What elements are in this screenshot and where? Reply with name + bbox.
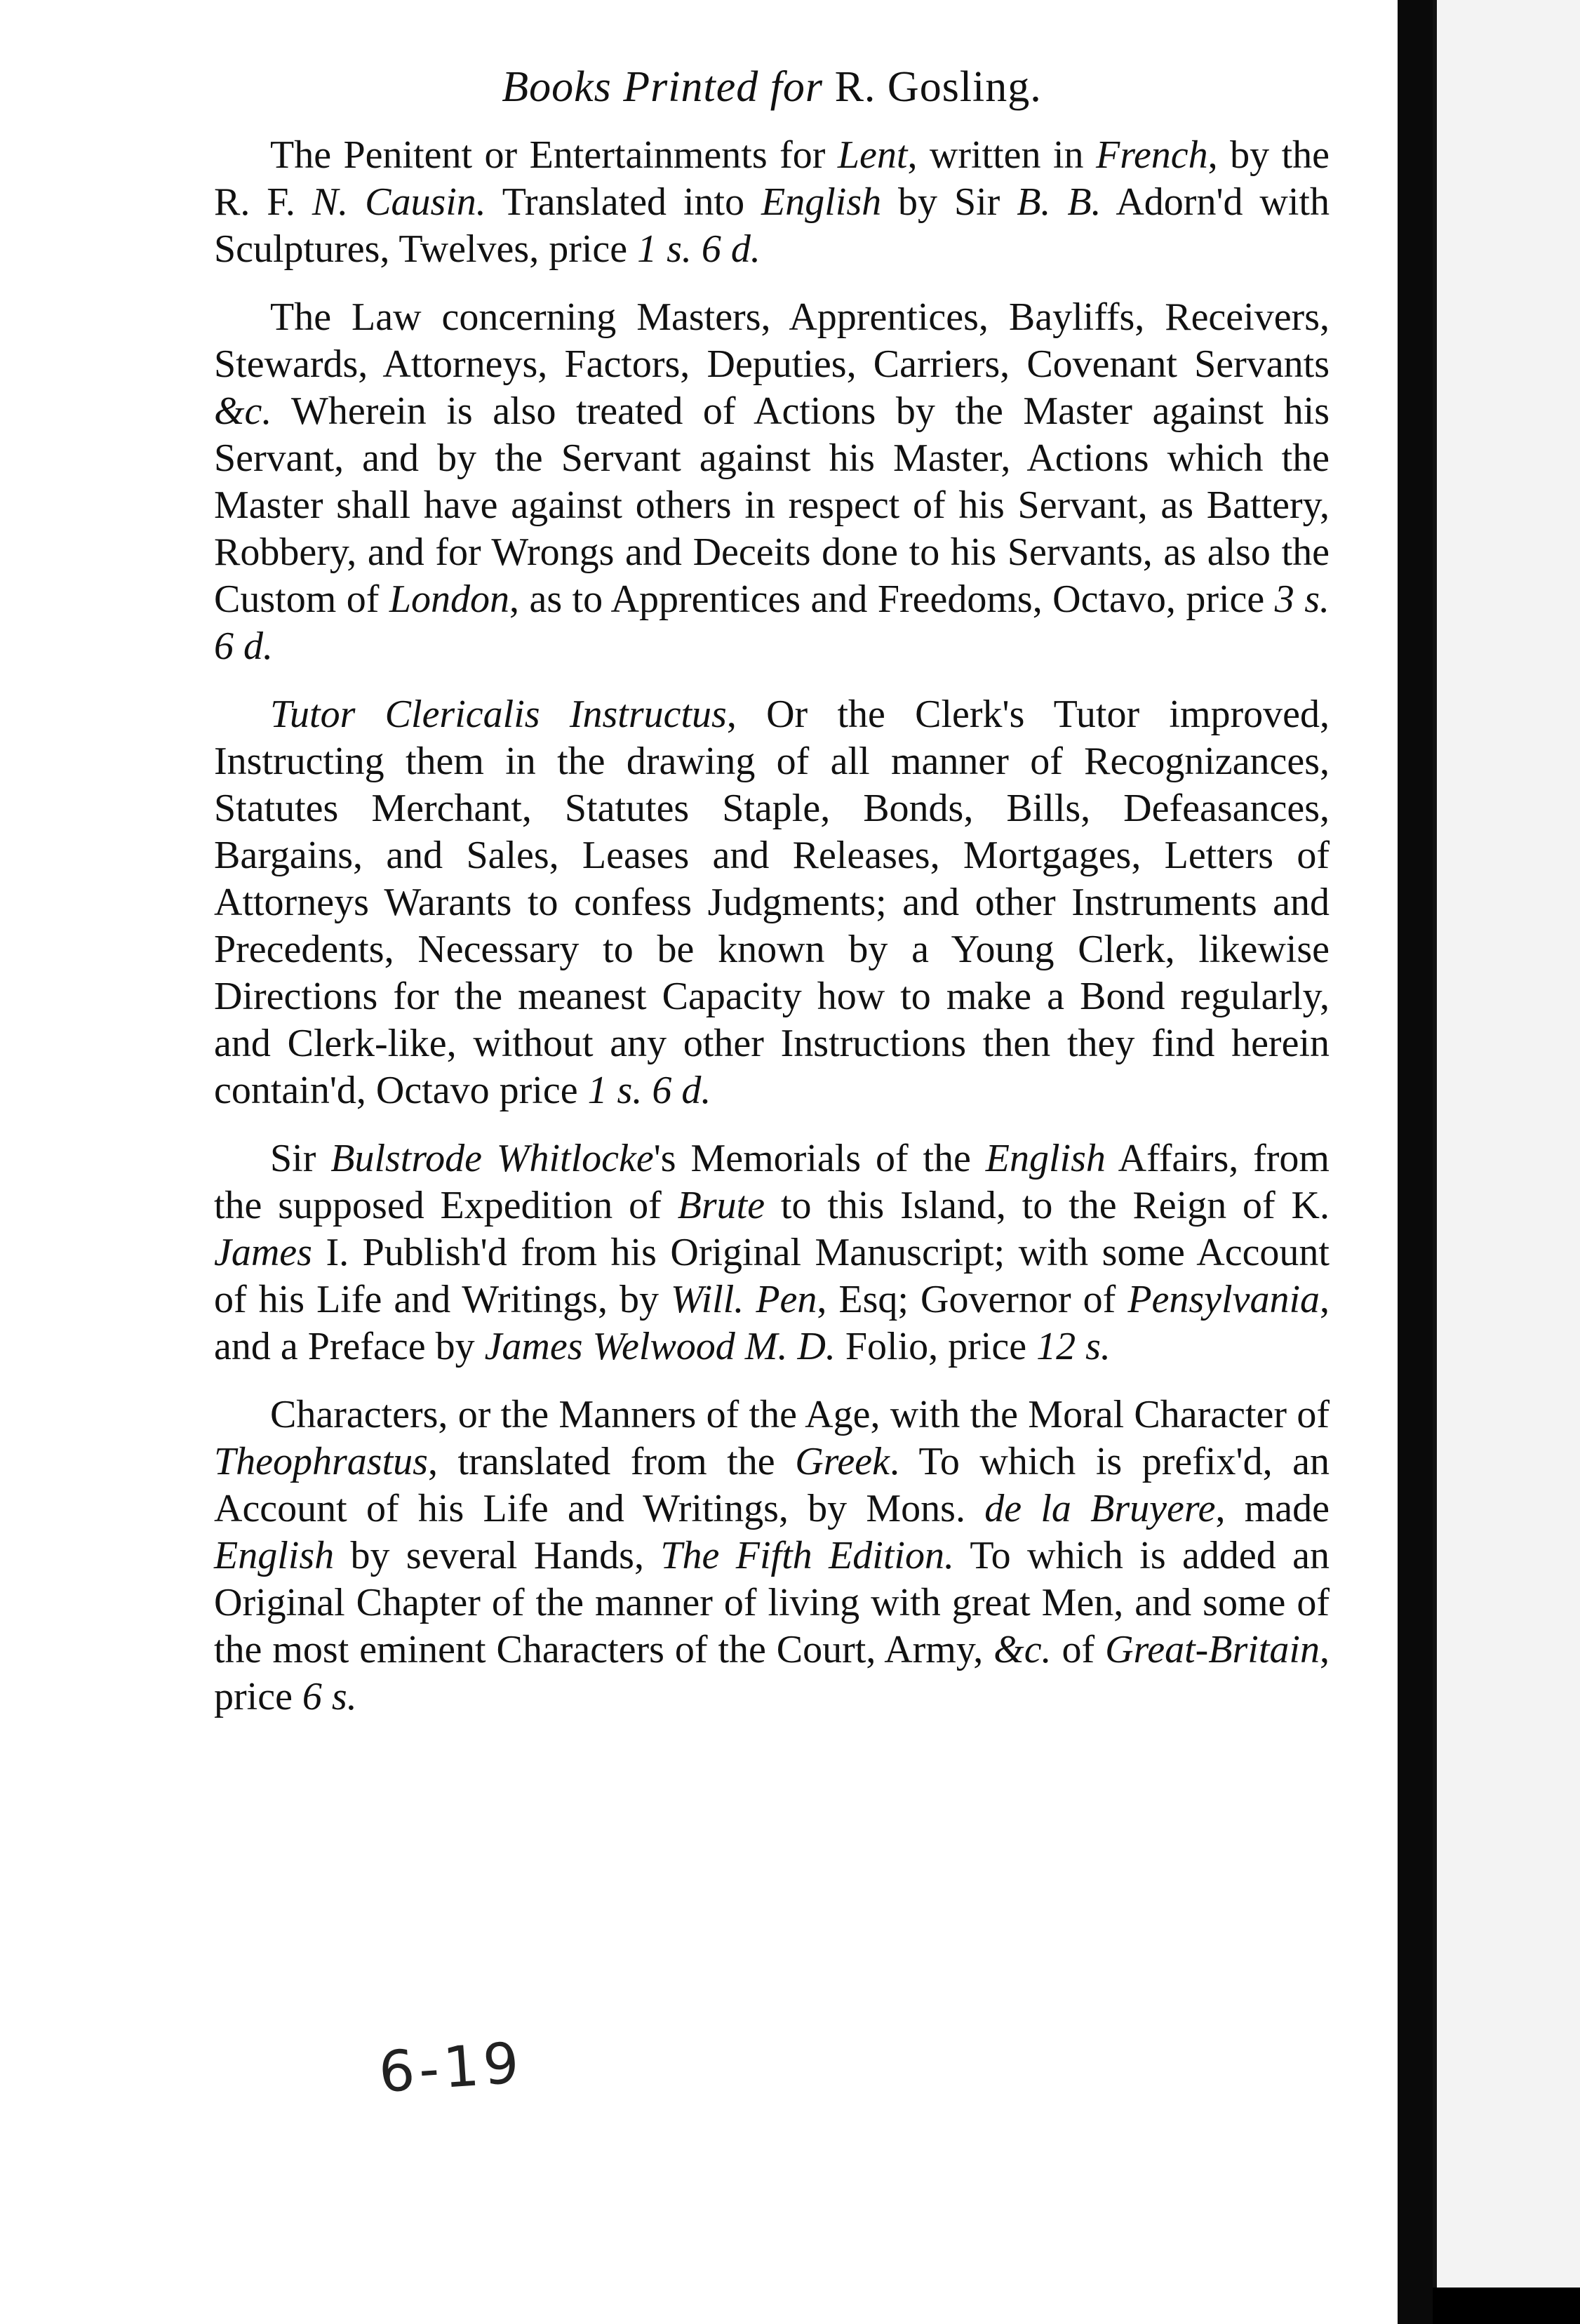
entry-italic-text: 6 s. (302, 1675, 357, 1719)
entry-text: Folio, price (835, 1325, 1037, 1369)
book-entry (214, 691, 1330, 1114)
entry-text: , by the R. F. (214, 133, 1330, 225)
book-entry (214, 1135, 1330, 1370)
entry-text: Affairs, from the supposed Expedition of (214, 1137, 1330, 1228)
entry-text: of (1051, 1628, 1106, 1672)
entry-text: by several Hands, (334, 1534, 661, 1578)
entry-italic-text: English (214, 1534, 335, 1578)
entry-italic-text: English (985, 1137, 1106, 1181)
facing-page-edge (1433, 0, 1580, 2324)
entry-text: Adorn'd with Sculptures, Twelves, price (214, 180, 1330, 272)
entry-italic-text: de la Bruyere (984, 1487, 1216, 1531)
handwritten-note: 6-19 (377, 2029, 525, 2106)
book-list (214, 132, 1330, 1721)
entry-italic-text: 12 s. (1036, 1325, 1111, 1369)
entry-text: Characters, or the Manners of the Age, with the Moral Character of (270, 1393, 1330, 1437)
entry-italic-text: Greek (795, 1440, 890, 1484)
entry-italic-text: 1 s. 6 d. (637, 227, 761, 272)
entry-text: , Or the Clerk's Tutor improved, Instructing them in the drawing of all manner of Recognizances, Statutes Merchant, Statutes Staple, Bonds, Bills, Defeasances, Bargains, and Sales, Leases and Releases, Mortgages, Letters of Attorneys Warants to confess Judgments; and other Instruments and Precedents, Necessary to be known by a Young Clerk, likewise Directions for the meanest Capacity how to make a Bond regularly, and Clerk-like, without any other Instructions then they find herein contain'd, Octavo price (214, 693, 1330, 1113)
entry-text: Sir (270, 1137, 331, 1181)
entry-italic-text: Great-Britain (1105, 1628, 1320, 1672)
scan-border (1433, 2288, 1580, 2324)
entry-text: , Esq; Governor of (817, 1278, 1128, 1322)
page-header (214, 63, 1330, 111)
entry-italic-text: Brute (677, 1184, 765, 1228)
entry-italic-text: Lent (837, 133, 908, 178)
page-gutter (1398, 0, 1433, 2324)
page-content (214, 63, 1330, 1742)
entry-text: The Penitent or Entertainments for (270, 133, 838, 178)
entry-text: , price (214, 1628, 1330, 1719)
entry-italic-text: The Fifth Edition. (660, 1534, 954, 1578)
entry-text: , as to Apprentices and Freedoms, Octavo, price (509, 577, 1275, 622)
entry-italic-text: Theophrastus (214, 1440, 428, 1484)
entry-italic-text: Tutor Clericalis Instructus (270, 693, 727, 737)
entry-text: 's Memorials of the (653, 1137, 986, 1181)
entry-italic-text: &c. (993, 1628, 1052, 1672)
entry-italic-text: B. B. (1017, 180, 1102, 225)
entry-italic-text: James (214, 1231, 312, 1275)
entry-text: I. Publish'd from his Original Manuscript; with some Account of his Life and Writings, by (214, 1231, 1330, 1322)
entry-text: , made (1215, 1487, 1330, 1531)
entry-italic-text: James Welwood M. D. (484, 1325, 836, 1369)
entry-text: To which is added an Original Chapter of the manner of living with great Men, and some of the most eminent Characters of the Court, Army, (214, 1534, 1330, 1672)
entry-italic-text: N. Causin. (312, 180, 486, 225)
header-publisher: R. Gosling. (834, 63, 1042, 111)
book-entry (214, 132, 1330, 273)
entry-italic-text: Bulstrode Whitlocke (330, 1137, 654, 1181)
entry-italic-text: French (1096, 133, 1208, 178)
entry-text: Translated into (486, 180, 761, 225)
entry-italic-text: Will. Pen (671, 1278, 817, 1322)
entry-text: Wherein is also treated of Actions by the Master against his Servant, and by the Servant against his Master, Actions which the Master shall have against others in respect of his Servant, as Battery, Robbery, and for Wrongs and Deceits done to his Servants, as also the Custom of (214, 389, 1330, 622)
entry-italic-text: English (761, 180, 882, 225)
entry-text: The Law concerning Masters, Apprentices, Bayliffs, Receivers, Stewards, Attorneys, Factors, Deputies, Carriers, Covenant Servants (214, 295, 1330, 387)
entry-text: , translated from the (427, 1440, 796, 1484)
entry-text: . To which is prefix'd, an Account of his Life and Writings, by Mons. (214, 1440, 1330, 1531)
book-entry (214, 294, 1330, 670)
entry-italic-text: 1 s. 6 d. (587, 1069, 711, 1113)
entry-text: , written in (907, 133, 1097, 178)
entry-text: to this Island, to the Reign of K. (765, 1184, 1330, 1228)
entry-text: , and a Preface by (214, 1278, 1330, 1369)
entry-italic-text: London (389, 577, 509, 622)
book-entry (214, 1391, 1330, 1721)
entry-italic-text: &c. (214, 389, 272, 434)
entry-text: by Sir (881, 180, 1017, 225)
header-prefix: Books Printed for (502, 63, 835, 111)
entry-italic-text: 3 s. 6 d. (214, 577, 1330, 669)
entry-italic-text: Pensylvania (1127, 1278, 1320, 1322)
